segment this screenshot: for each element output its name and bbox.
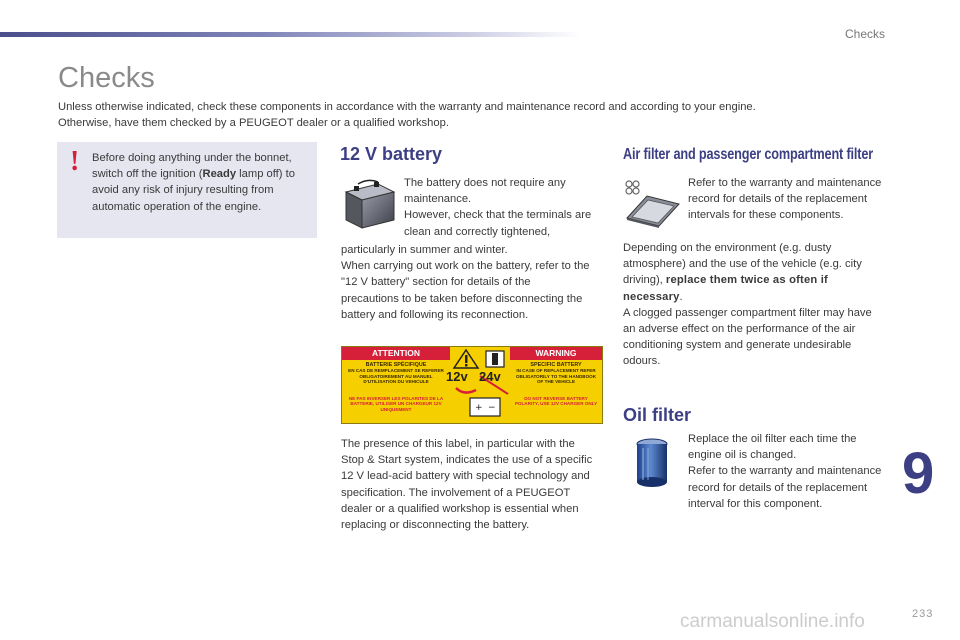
label-en-red: DO NOT REVERSE BATTERY POLARITY, USE 12V CHARGER ONLY (514, 396, 598, 407)
label-en-column (514, 363, 598, 385)
oil-filter-line-2: Refer to the warranty and maintenance record for details of the replacement interval for this component. (688, 465, 882, 510)
warning-text-2: lamp off) to avoid any risk of injury resulting from automatic operation of the engine. (92, 168, 295, 213)
label-en-title: SPECIFIC BATTERY (530, 362, 582, 368)
battery-cont-2: When carrying out work on the battery, refer to the "12 V battery" section for details of the precautions to be taken before disconnecting the battery and following its reconnection. (341, 260, 590, 321)
warning-box (57, 142, 317, 238)
page-number: 233 (912, 608, 934, 620)
battery-warning-label (341, 346, 603, 424)
page-title: Checks (58, 62, 155, 94)
svg-text:+: + (475, 403, 483, 413)
air-filter-para-1 (623, 240, 883, 305)
warning-text-bold: Ready (202, 168, 237, 181)
air-filter-title: Air filter and passenger compartment filter (623, 146, 874, 163)
air-filter-para-1b: . (679, 290, 683, 303)
battery-label-explanation: The presence of this label, in particular with the Stop & Start system, indicates the use of a specific 12 V lead-acid battery with special technology and specification. The involvement of a PEUGEOT dealer or a qualified workshop is essential when replacing or disconnecting the battery. (341, 438, 593, 532)
label-symbols-icon (450, 348, 514, 420)
watermark: carmanualsonline.info (680, 611, 865, 632)
air-filter-emphasis: replace them twice as often if necessary (623, 274, 828, 303)
battery-icon (342, 178, 396, 232)
battery-text-cont (341, 242, 591, 323)
label-head-warning: WARNING (510, 347, 602, 360)
header-bar (0, 32, 580, 37)
label-head-attention: ATTENTION (342, 347, 450, 360)
battery-title: 12 V battery (340, 144, 443, 164)
battery-line-2: However, check that the terminals are clean and correctly tightened, (404, 209, 592, 238)
air-filter-text-cont (623, 240, 883, 370)
label-24v: 24v (479, 369, 501, 384)
oil-filter-icon (629, 436, 675, 490)
warning-text-1: Before doing anything under the bonnet, switch off the ignition ( (92, 152, 292, 181)
air-filter-para-1a: Depending on the environment (e.g. dusty atmosphere) and the use of the vehicle (e.g. city driving), (623, 242, 862, 287)
label-en-body: IN CASE OF REPLACEMENT REFER OBLIGATORILY TO THE HANDBOOK OF THE VEHICLE (515, 368, 597, 385)
chapter-number: 9 (902, 441, 935, 506)
label-fr-body: EN CAS DE REMPLACEMENT SE REFERER OBLIGATOIREMENT AU MANUEL D'UTILISATION DU VEHICULE (348, 368, 444, 385)
warning-text (92, 150, 307, 215)
label-12v: 12v (446, 369, 468, 384)
battery-line-1: The battery does not require any maintenance. (404, 177, 566, 206)
oil-filter-line-1: Replace the oil filter each time the engine oil is changed. (688, 433, 857, 462)
air-filter-text-top: Refer to the warranty and maintenance record for details of the replacement intervals for these components. (688, 177, 882, 222)
air-filter-para-2: A clogged passenger compartment filter may have an adverse effect on the performance of the air conditioning system and generate undesirable odours. (623, 306, 872, 368)
air-filter-icon (623, 178, 681, 228)
intro-line-2: Otherwise, have them checked by a PEUGEOT dealer or a qualified workshop. (58, 117, 449, 129)
intro-line-1: Unless otherwise indicated, check these components in accordance with the warranty and maintenance record and according to your engine. (58, 101, 756, 113)
battery-text-top (404, 175, 594, 240)
oil-filter-title: Oil filter (623, 405, 692, 425)
intro-text (58, 99, 898, 131)
label-fr-title: BATTERIE SPÉCIFIQUE (365, 362, 427, 368)
warning-icon: ! (70, 146, 80, 177)
oil-filter-text (688, 431, 883, 512)
svg-text:−: − (488, 403, 496, 413)
header-section-title: Checks (844, 27, 885, 41)
label-fr-column (346, 363, 446, 385)
label-fr-red: NE PAS INVERSER LES POLARITES DE LA BATTERIE, UTILISER UN CHARGEUR 12V UNIQUEMENT (348, 396, 444, 412)
battery-cont-1: particularly in summer and winter. (341, 244, 508, 256)
